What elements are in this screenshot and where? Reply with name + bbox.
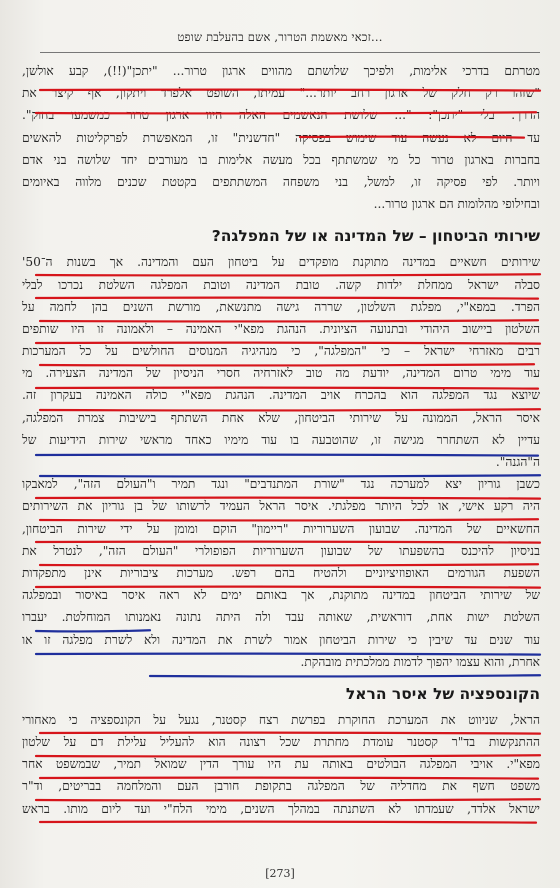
text-line: הראל, שניווט את המערכת החוקרת בפרשת רצח קסטנר, נגעל על הקונספציה כי מאחורי <box>22 712 540 727</box>
text-line: עוד מימי טרום המדינה, יודעת מה טוב לאזרחיה חסרי הניסיון של המדינה הצעירה. מי <box>22 366 540 381</box>
paragraph-1 <box>22 60 540 215</box>
header-rule <box>40 52 540 53</box>
page-body <box>22 60 540 820</box>
text-line: השלטת ישות אחת, דוראשית, שאותה עבד ולה היתה נתונה נאמנותו המוחלטת. יעברו <box>22 610 540 625</box>
text-line: בניסיון להיכנס בהשפעתו של שבועון השערוריות הפופולרי "העולם הזה", לנטרל את <box>22 543 540 558</box>
text-line: משפט חשף את מחדליה של המפלגה בתקופת חורבן העם והמלחמה בבריטים, וד"ר <box>22 779 540 794</box>
text-line: היה רקע אישי, או לכל היותר מפלגתי. איסר הראל העמיד לרשותו של בן גוריון את השירותים <box>22 499 540 514</box>
text-line: איסר הראל, הממונה על שירותי הביטחון, שלא אחת השתתף בישיבות צמרת המפלגה, <box>22 410 540 425</box>
text-line: רבים מאזרחי ישראל – כי "המפלגה", כי מנהיגיה המנוסים החולשים על כל המערכות <box>22 344 540 359</box>
running-head: זכאי מאשמת הטרור, אשם בהעלבת שופט... <box>177 30 383 44</box>
text-line: השלטון ביישוב היהודי ובתנועה הציונית. הנהגת מפא"י האמינה – ולאמונה זו היו שותפים <box>22 321 540 336</box>
paragraph-3 <box>22 473 540 673</box>
section-heading: הקונספציה של איסר הראל <box>345 684 540 703</box>
text-line: הדרך. בלי "יתכן": "... שלושת הנאשמים האלה היוו ארגון טרור כמשמעו בחוק". <box>22 108 540 123</box>
text-line: החשאיים של המדינה. שבועון השערוריות "ריימון" הוקם ומומן על ידי שירות הביטחון, <box>22 521 540 536</box>
text-line: ישראל אלדד, שעמדתו לא השתנתה במהלך השנים, מימי הלח"י ועד ליום מותו. בראש <box>22 801 540 816</box>
text-line: מטרתם בדרכי אלימות, ולפיכך שלושתם מהווים ארגון טרור... "יתכן"(!!), קבע אולשן, <box>22 64 540 78</box>
text-line: "שזהו רק חלק של ארגון רחב יותר..." עמיתו, השופט אלפרד ויתקון, אף קיצר את <box>22 86 540 101</box>
text-line: של שירותי הביטחון במדינה מתוקנת, אך באותם ימים לא ראה איסר באיסור ובמפלגה <box>22 588 540 603</box>
text-line: כשבן גוריון יצא למערכה נגד "שורת המתנדבים" ונגד תמיר ו"העולם הזה", למאבקו <box>22 477 540 492</box>
text-line: עדיין לא השתחרר מגישה זו, שהוטבעה בו עוד מימיו כאחד מראשי שירות הידיעות של <box>22 432 540 447</box>
text-line: עוד שנים עד שיבין כי שירות הביטחון אמור לשרת את המדינה ולא לשרת מפלגה זו או <box>22 632 540 647</box>
page-number: [273] <box>265 867 295 880</box>
section-heading: שירותי הביטחון – של המדינה או של המפלגה? <box>211 227 540 246</box>
text-line: שיוצא נגד המפלגה הוא בהכרח אויב המדינה. הנהגת מפא"י כולה האמינה בעקרון זה. <box>22 388 540 403</box>
text-line: סבלה ישראל ממחלת ילדות קשה. טובת המדינה וטובת המפלגה השלטת נכרכו לבלי <box>22 277 540 292</box>
text-line: אחרת, והוא עצמו יהפוך לדמות ממלכתית מובהקת. <box>300 654 540 669</box>
text-line: שירותים חשאיים במדינה מתוקנת מופקדים על ביטחון העם והמדינה. אך בשנות ה־50' <box>22 255 540 270</box>
paragraph-4 <box>22 709 540 820</box>
text-line: הפרד. במפא"י, מפלגת השלטון, שררה גישה מתנשאת, מורשת השנים בהן לחמה על <box>22 299 540 314</box>
text-line: השפעת הגורמים האופוזיציוניים ולהטיח בהם רפש. מערכות ציבוריות אינן מתפקדות <box>22 565 540 580</box>
text-line: ויותר. לפי פסיקה זו, למשל, בני משפחה המשתתפים בקטטת שכנים מלווה באיומים <box>22 174 540 189</box>
text-line: ההתנקשות בד"ר קסטנר עומדת מחתרת שכל רצונה הוא להעליל עלילת דם על שלטון <box>22 735 540 750</box>
underline-mark <box>40 822 536 823</box>
text-line: ובחילופי מהלומות הם ארגון טרור... <box>373 197 540 212</box>
text-line: בחברות בארגון טרור כל מי שמשתתף בכל מעשה אלימות בו מעורבים יחד שלושה בני אדם <box>22 152 540 167</box>
text-line: ה"הגנה". <box>495 455 540 469</box>
paragraph-2 <box>22 251 540 473</box>
text-line: מפא"י. אויבי המפלגה הבולטים באותה עת היו עורך הדין שמואל תמיר, שבמשפט אחר <box>22 757 540 772</box>
text-line: עד היום לא נעשה עוד שימוש בפסיקה "חדשנית" זו, המאפשרת לפרקליטות להאשים <box>22 130 540 145</box>
